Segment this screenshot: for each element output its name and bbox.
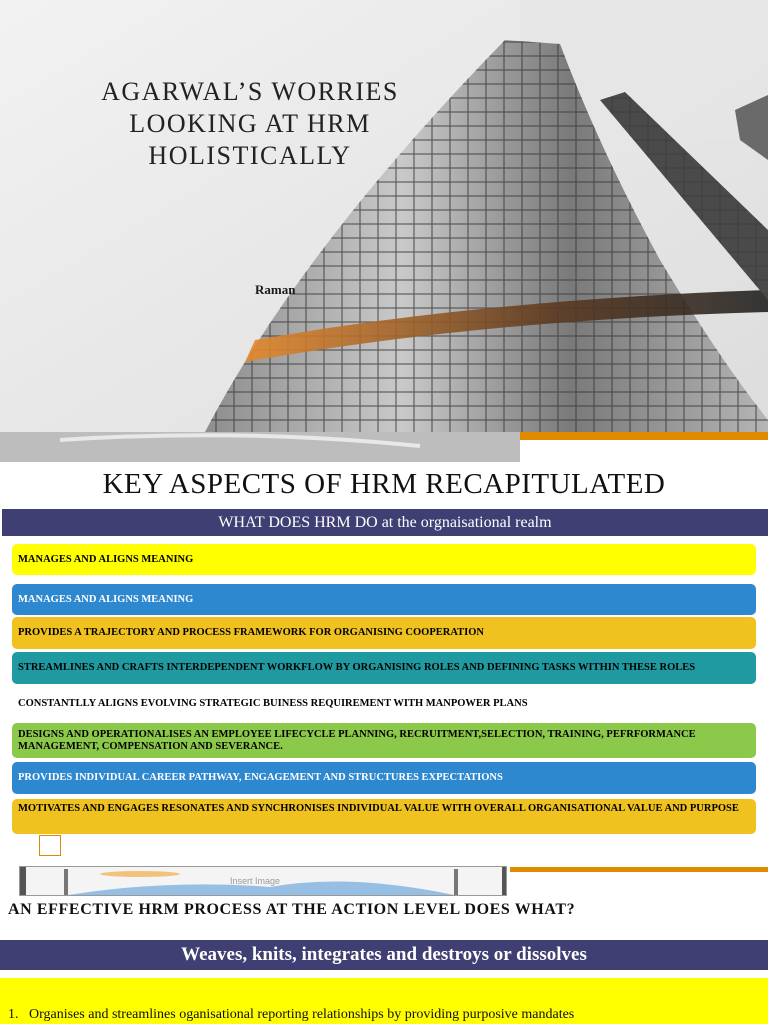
aspect-item-2 xyxy=(12,584,756,615)
effective-hrm-band: Weaves, knits, integrates and destroys or dissolves xyxy=(0,940,768,970)
aspect-item-7 xyxy=(12,762,756,794)
cover-author: Raman xyxy=(255,282,296,297)
list-number: 1. xyxy=(8,1007,29,1022)
list-text: Organises and streamlines oganisational reporting relationships by providing purposive mandates xyxy=(29,1007,575,1022)
aspect-item-text: STREAMLINES AND CRAFTS INTERDEPENDENT WORKFLOW BY ORGANISING ROLES AND DEFINING TASKS WITHIN THESE ROLES xyxy=(18,662,696,673)
insert-image-placeholder[interactable] xyxy=(19,866,507,896)
cover-title-line-1: AGARWAL’S WORRIES xyxy=(101,77,399,106)
aspect-item-text: DESIGNS AND OPERATIONALISES AN EMPLOYEE LIFECYCLE PLANNING, RECRUITMENT,SELECTION, TRAINING, PEFRFORMANCE MANAGEMENT, COMPENSATION AND SEVERANCE. xyxy=(18,728,696,752)
key-aspects-subtitle-band: WHAT DOES HRM DO at the orgnaisational realm xyxy=(2,509,768,536)
key-aspects-slide xyxy=(0,462,768,900)
aspect-item-text: MANAGES AND ALIGNS MEANING xyxy=(18,593,194,605)
key-aspects-title: KEY ASPECTS OF HRM RECAPITULATED xyxy=(102,468,666,500)
aspect-item-5 xyxy=(12,692,756,716)
aspect-item-4 xyxy=(12,652,756,684)
aspect-item-text: MOTIVATES AND ENGAGES RESONATES AND SYNCHRONISES INDIVIDUAL VALUE WITH OVERALL ORGANISATIONAL VALUE AND PURPOSE xyxy=(18,803,739,814)
skyscraper-image xyxy=(0,0,768,462)
aspect-item-6 xyxy=(12,723,756,758)
accent-bar xyxy=(510,867,768,872)
cover-title-line-3: HOLISTICALLY xyxy=(148,141,352,170)
placeholder-square xyxy=(39,835,61,856)
cover-slide xyxy=(0,0,768,462)
effective-hrm-slide xyxy=(0,900,768,1024)
effective-hrm-list-item-1 xyxy=(8,1007,574,1023)
aspect-item-text: MANAGES AND ALIGNS MEANING xyxy=(18,553,194,565)
aspect-item-text: PROVIDES INDIVIDUAL CAREER PATHWAY, ENGAGEMENT AND STRUCTURES EXPECTATIONS xyxy=(18,772,503,783)
aspect-item-3 xyxy=(12,617,756,649)
insert-image-label: Insert Image xyxy=(230,876,281,886)
effective-hrm-heading: AN EFFECTIVE HRM PROCESS AT THE ACTION LEVEL DOES WHAT? xyxy=(8,901,576,918)
aspect-item-text: CONSTANTLLY ALIGNS EVOLVING STRATEGIC BUINESS REQUIREMENT WITH MANPOWER PLANS xyxy=(18,698,528,709)
cover-title xyxy=(60,76,440,172)
aspect-item-text: PROVIDES A TRAJECTORY AND PROCESS FRAMEWORK FOR ORGANISING COOPERATION xyxy=(18,627,484,638)
cover-title-line-2: LOOKING AT HRM xyxy=(129,109,371,138)
aspect-item-8 xyxy=(12,799,756,834)
aspect-item-1 xyxy=(12,544,756,575)
